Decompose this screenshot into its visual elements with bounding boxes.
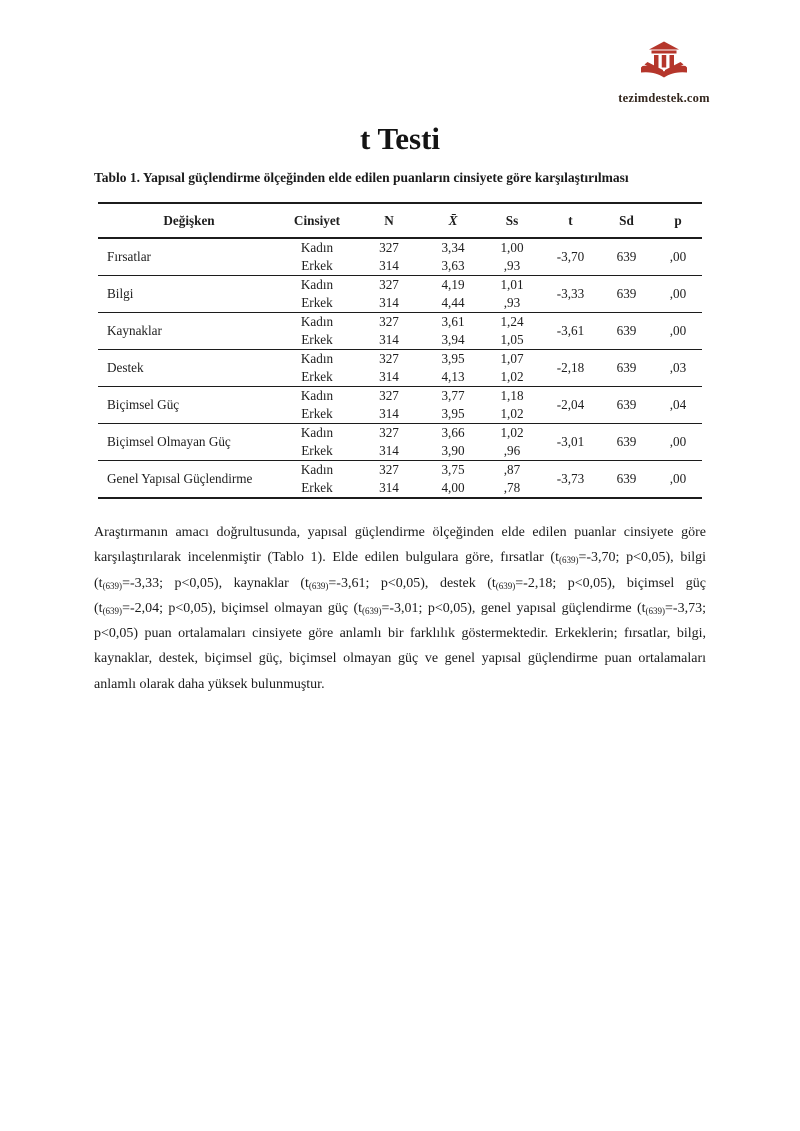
ss-cell: 1,01 xyxy=(482,276,542,295)
mean-cell: 3,75 xyxy=(424,461,482,480)
gender-cell: Kadın xyxy=(280,276,354,295)
ss-cell: 1,00 xyxy=(482,238,542,257)
col-header-n: N xyxy=(354,203,424,238)
gender-cell: Erkek xyxy=(301,480,333,496)
variable-cell: Fırsatlar xyxy=(98,238,280,276)
p-value-cell: ,00 xyxy=(654,461,702,499)
gender-cell: Kadın xyxy=(280,461,354,480)
n-cell: 314 xyxy=(379,443,399,459)
gender-cell: Kadın xyxy=(280,387,354,406)
n-cell: 327 xyxy=(354,350,424,369)
ss-cell: 1,02 xyxy=(500,406,524,422)
t-value-cell: -3,70 xyxy=(542,238,599,276)
t-test-table xyxy=(98,202,702,499)
col-header-sd: Sd xyxy=(599,203,654,238)
mean-cell: 3,95 xyxy=(441,406,465,422)
mean-cell: 4,19 xyxy=(424,276,482,295)
df-cell: 639 xyxy=(599,238,654,276)
ss-cell: ,96 xyxy=(503,443,521,459)
mean-cell: 3,77 xyxy=(424,387,482,406)
p-value-cell: ,03 xyxy=(654,350,702,387)
n-cell: 327 xyxy=(354,313,424,332)
header-row xyxy=(98,203,702,238)
col-header-degisken: Değişken xyxy=(98,203,280,238)
t-value-cell: -3,01 xyxy=(542,424,599,461)
col-header-mean: X̄ xyxy=(424,203,482,238)
n-cell: 314 xyxy=(379,295,399,311)
table-row xyxy=(98,313,702,332)
table-caption: Tablo 1. Yapısal güçlendirme ölçeğinden elde edilen puanların cinsiyete göre karşılaştırılması xyxy=(94,170,629,185)
table-row xyxy=(98,350,702,369)
mean-cell: 3,90 xyxy=(441,443,465,459)
variable-cell: Bilgi xyxy=(98,276,280,313)
col-header-p: p xyxy=(654,203,702,238)
n-cell: 327 xyxy=(354,238,424,257)
gender-cell: Erkek xyxy=(301,295,333,311)
df-cell: 639 xyxy=(599,461,654,499)
ss-cell: ,93 xyxy=(503,295,521,311)
analysis-paragraph: Araştırmanın amacı doğrultusunda, yapısal güçlendirme ölçeğinden elde edilen puanlar cinsiyete göre karşılaştırılarak incelenmiştir (Tablo 1). Elde edilen bulgulara göre, fırsatlar ($t_{(639)}=-3,70$; p<0,05), bilgi ($t_{(639)}=-3,33$; p<0,05), kaynaklar ($t_{(639)}=-3,61$; p<0,05), destek ($t_{(639)}=-2,18$; p<0,05), biçimsel güç ($t_{(639)}=-2,04$; p<0,05), biçimsel olmayan güç ($t_{(639)}=-3,01$; p<0,05), genel yapısal güçlendirme ($t_{(639)}=-3,73$; p<0,05) puan ortalamaları cinsiyete göre anlamlı bir farklılık göstermektedir. Erkeklerin; fırsatlar, bilgi, kaynaklar, destek, biçimsel güç, biçimsel olmayan güç ve genel yapısal güçlendirme puan ortalamaları anlamlı olarak daha yüksek bulunmuştur. xyxy=(94,525,707,692)
ss-cell: ,87 xyxy=(482,461,542,480)
table-row xyxy=(98,424,702,443)
df-cell: 639 xyxy=(599,276,654,313)
mean-cell: 4,13 xyxy=(441,369,465,385)
p-value-cell: ,00 xyxy=(654,313,702,350)
p-value-cell: ,00 xyxy=(654,238,702,276)
variable-cell: Genel Yapısal Güçlendirme xyxy=(98,461,280,499)
mean-cell: 3,94 xyxy=(441,332,465,348)
t-value-cell: -2,04 xyxy=(542,387,599,424)
t-value-cell: -3,73 xyxy=(542,461,599,499)
mean-cell: 3,34 xyxy=(424,238,482,257)
df-cell: 639 xyxy=(599,313,654,350)
gender-cell: Erkek xyxy=(301,332,333,348)
t-value-cell: -3,61 xyxy=(542,313,599,350)
table-row xyxy=(98,461,702,480)
ss-cell: 1,07 xyxy=(482,350,542,369)
gender-cell: Erkek xyxy=(301,258,333,274)
variable-cell: Kaynaklar xyxy=(98,313,280,350)
col-header-ss: Ss xyxy=(482,203,542,238)
gender-cell: Erkek xyxy=(301,369,333,385)
page-title: t Testi xyxy=(359,121,441,156)
mean-cell: 3,61 xyxy=(424,313,482,332)
ss-cell: ,93 xyxy=(503,258,521,274)
variable-cell: Biçimsel Olmayan Güç xyxy=(98,424,280,461)
n-cell: 327 xyxy=(354,276,424,295)
table-row xyxy=(98,276,702,295)
mean-cell: 3,95 xyxy=(424,350,482,369)
variable-cell: Biçimsel Güç xyxy=(98,387,280,424)
mean-cell: 3,63 xyxy=(441,258,465,274)
n-cell: 314 xyxy=(379,406,399,422)
gender-cell: Kadın xyxy=(280,313,354,332)
ss-cell: 1,05 xyxy=(500,332,524,348)
table-row xyxy=(98,387,702,406)
t-value-cell: -3,33 xyxy=(542,276,599,313)
col-header-t: t xyxy=(542,203,599,238)
gender-cell: Kadın xyxy=(280,350,354,369)
n-cell: 314 xyxy=(379,369,399,385)
mean-cell: 4,00 xyxy=(441,480,465,496)
t-value-cell: -2,18 xyxy=(542,350,599,387)
ss-cell: 1,02 xyxy=(482,424,542,443)
variable-cell: Destek xyxy=(98,350,280,387)
gender-cell: Erkek xyxy=(301,406,333,422)
p-value-cell: ,00 xyxy=(654,424,702,461)
gender-cell: Kadın xyxy=(280,424,354,443)
ss-cell: 1,18 xyxy=(482,387,542,406)
book-temple-icon xyxy=(639,40,689,84)
logo-text: tezimdestek.com xyxy=(618,91,710,105)
ss-cell: ,78 xyxy=(503,480,521,496)
n-cell: 314 xyxy=(379,332,399,348)
n-cell: 314 xyxy=(379,258,399,274)
df-cell: 639 xyxy=(599,350,654,387)
n-cell: 327 xyxy=(354,461,424,480)
df-cell: 639 xyxy=(599,424,654,461)
ss-cell: 1,24 xyxy=(482,313,542,332)
mean-cell: 3,66 xyxy=(424,424,482,443)
ss-cell: 1,02 xyxy=(500,369,524,385)
n-cell: 314 xyxy=(379,480,399,496)
n-cell: 327 xyxy=(354,424,424,443)
mean-cell: 4,44 xyxy=(441,295,465,311)
col-header-cinsiyet: Cinsiyet xyxy=(280,203,354,238)
p-value-cell: ,00 xyxy=(654,276,702,313)
df-cell: 639 xyxy=(599,387,654,424)
site-logo xyxy=(612,40,716,106)
table-row xyxy=(98,238,702,257)
gender-cell: Erkek xyxy=(301,443,333,459)
gender-cell: Kadın xyxy=(280,238,354,257)
p-value-cell: ,04 xyxy=(654,387,702,424)
n-cell: 327 xyxy=(354,387,424,406)
